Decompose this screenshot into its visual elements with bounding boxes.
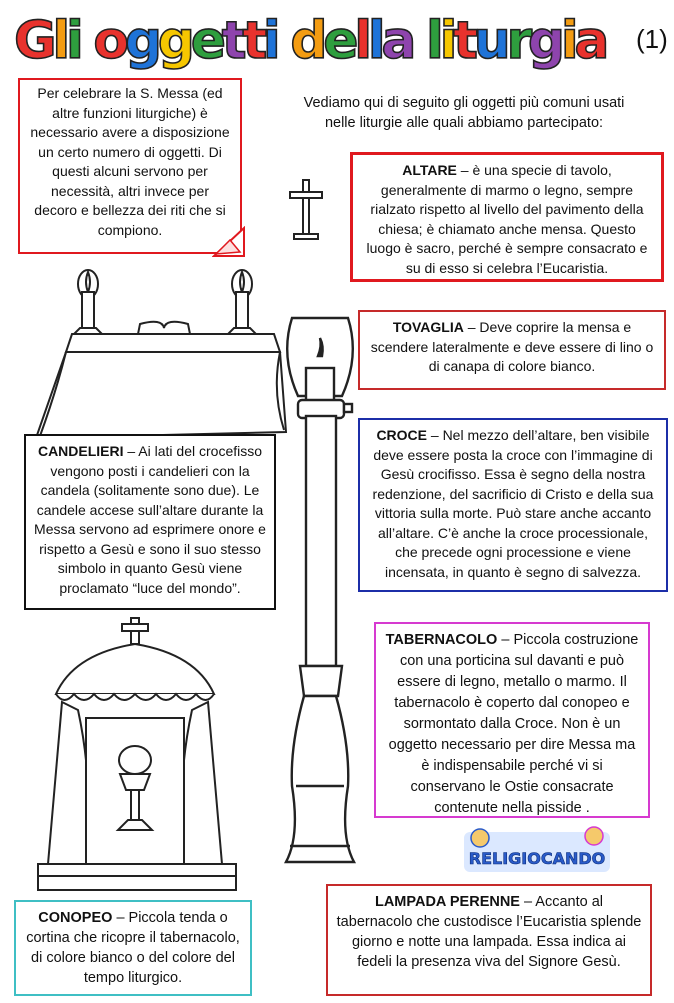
title-letter: t xyxy=(221,11,248,71)
tabernacolo-box xyxy=(374,622,650,818)
title-letter: g xyxy=(527,11,566,71)
lampada-term: LAMPADA PERENNE xyxy=(374,894,520,910)
page-title xyxy=(14,0,614,80)
intro-text: Vediamo qui di seguito gli oggetti più comuni usati nelle liturgie alle quali abbiamo partecipato: xyxy=(303,95,625,131)
title-letter: l xyxy=(426,11,445,71)
conopeo-text: – Piccola tenda o cortina che ricopre il tabernacolo, di colore bianco o del colore del tempo liturgico. xyxy=(26,910,240,986)
title-letter: e xyxy=(190,11,227,71)
tovaglia-term: TOVAGLIA xyxy=(392,319,464,335)
title-letter: g xyxy=(124,11,163,71)
note-fold-corner xyxy=(212,226,246,258)
lampada-text: – Accanto al tabernacolo che custodisce l’Eucaristia splende giorno e notte una lampada. Essa indica ai fedeli la presenza viva del Signore Gesù. xyxy=(336,894,642,970)
title-letter: r xyxy=(506,11,533,71)
title-letter: o xyxy=(93,11,130,71)
title-letter: G xyxy=(14,11,58,71)
altar-illustration xyxy=(36,262,288,440)
title-letter: d xyxy=(290,11,329,71)
svg-text:RELIGIOCANDO: RELIGIOCANDO xyxy=(468,849,606,868)
religiocando-logo xyxy=(462,824,612,878)
title-letter: l xyxy=(367,11,387,71)
title-letter: t xyxy=(242,11,268,71)
lampada-box xyxy=(326,884,652,996)
title-letter: l xyxy=(52,11,71,71)
conopeo-box xyxy=(14,900,252,996)
altare-box xyxy=(350,152,664,282)
altare-term: ALTARE xyxy=(402,162,457,178)
tovaglia-text: – Deve coprire la mensa e scendere lateralmente e deve essere di lino o di canapa di colore bianco. xyxy=(370,319,654,374)
page-number: (1) xyxy=(636,24,668,54)
svg-text:Gli oggetti della liturgia xyxy=(14,11,610,71)
lamp-illustration xyxy=(280,316,360,876)
altare-text: – è una specie di tavolo, generalmente di marmo o legno, sempre rialzato rispetto al livello del pavimento della chiesa; è chiamato anche mensa. Questo luogo è sacro, perché è sempre consacrato e su di esso si celebra l’Eucaristia. xyxy=(366,162,648,276)
conopeo-term: CONOPEO xyxy=(38,910,113,926)
tovaglia-box xyxy=(358,310,666,390)
title-letter: l xyxy=(354,11,373,71)
tabernacolo-text: – Piccola costruzione con una porticina sul davanti e può essere di legno, metallo o marmo. Il tabernacolo è coperto dal conopeo e sormontato dalla Croce. Non è un oggetto necessario per dire Messa ma è indispensabile perché vi si conservano le Ostie consacrate contenute nella pisside . xyxy=(388,632,639,816)
title-letter: u xyxy=(473,11,512,71)
intro-note-text: Per celebrare la S. Messa (ed altre funzioni liturgiche) è necessario avere a disposizione un certo numero di oggetti. Di questi alcuni servono per necessità, altri invece per decoro e bellezza dei riti che si compiono. xyxy=(30,85,230,238)
title-letter: i xyxy=(65,11,85,71)
title-letter: i xyxy=(439,11,458,71)
croce-text: – Nel mezzo dell’altare, ben visibile deve essere posta la croce con l’immagine di Gesù crocifisso. Essa è segno della nostra redenzione, del sacrificio di Cristo e della sua vittoria sulla morte. Può stare anche accanto all’altare. C’è anche la croce processionale, che precede ogni processione e viene incensata, in quanto è segno di salvezza. xyxy=(372,427,654,580)
title-letter: t xyxy=(453,11,479,71)
title-letter: a xyxy=(381,11,417,71)
title-letter: e xyxy=(323,11,360,71)
title-letter: a xyxy=(574,11,610,71)
candelieri-term: CANDELIERI xyxy=(37,443,124,459)
tabernacle-illustration xyxy=(34,614,240,894)
candelieri-text: – Ai lati del crocefisso vengono posti i candelieri con la candela (solitamente sono due). Le candele accese sull’altare durante la Messa servono ad esprimere onore e rispetto a Gesù e sono il suo stesso simbolo in quanto Gesù viene proclamato “luce del mondo”. xyxy=(34,443,266,596)
title-letter: i xyxy=(560,11,580,71)
tabernacolo-term: TABERNACOLO xyxy=(385,632,498,648)
intro-note xyxy=(18,78,242,254)
title-letter: i xyxy=(262,11,282,71)
croce-box xyxy=(358,418,668,592)
cross-icon xyxy=(286,178,326,242)
candelieri-box xyxy=(24,434,276,610)
title-letter: g xyxy=(157,11,196,71)
croce-term: CROCE xyxy=(376,427,427,443)
